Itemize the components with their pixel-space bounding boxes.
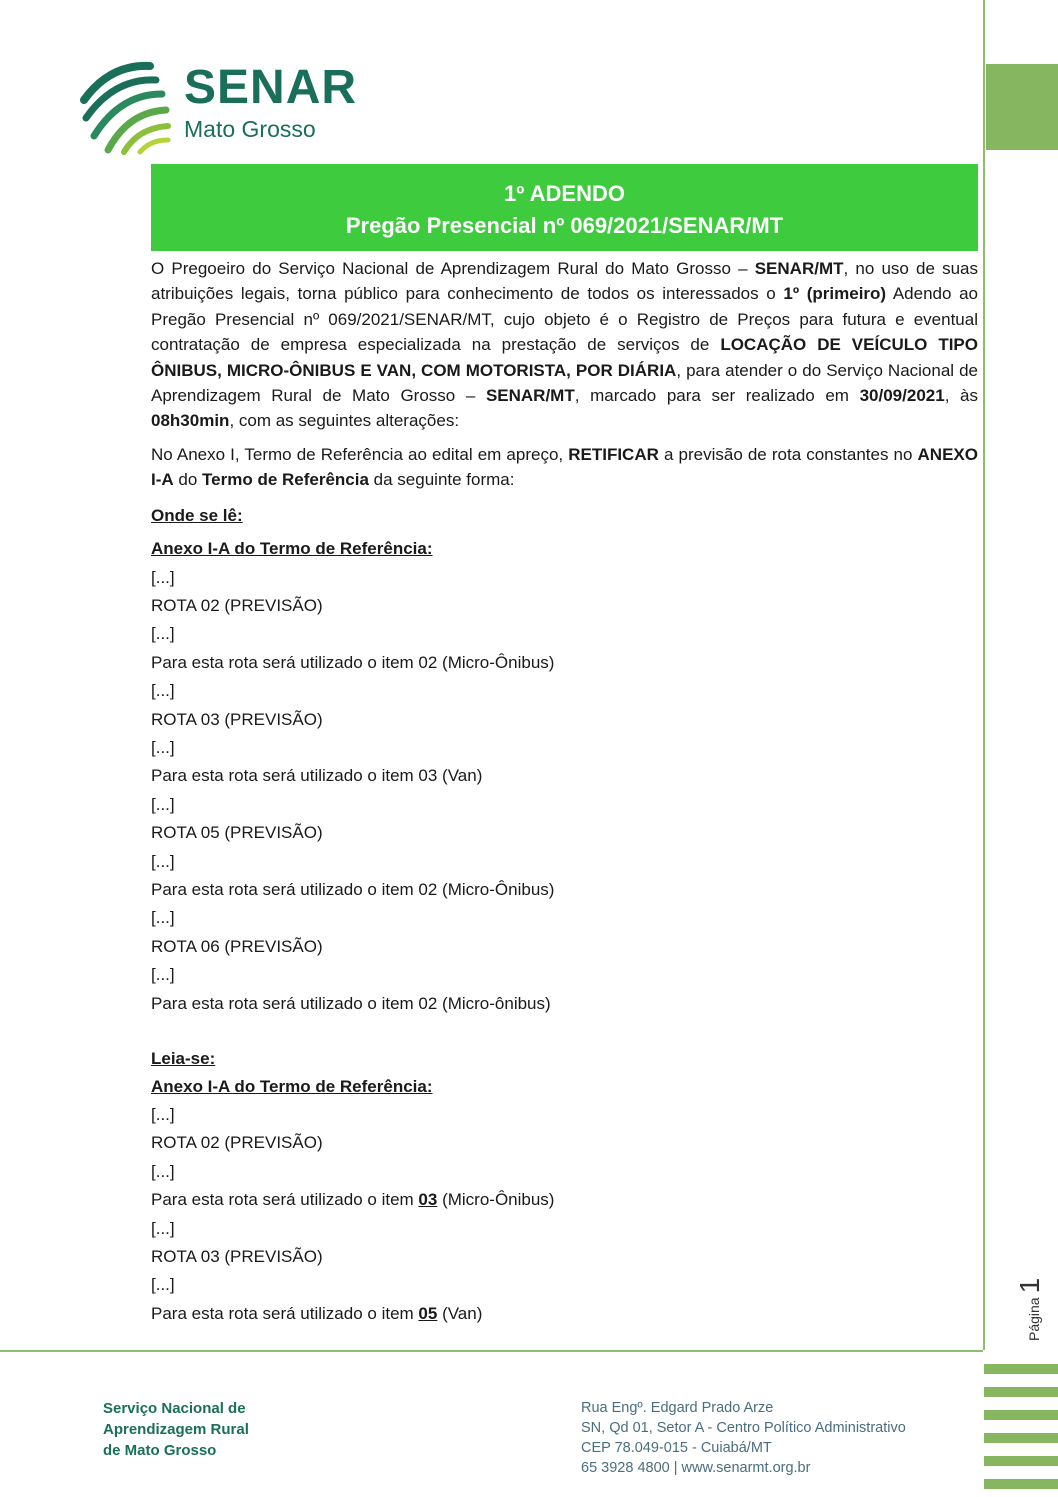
onde-line: [...]	[151, 965, 175, 985]
footer-stripes	[984, 1352, 1058, 1497]
leia-line-text: (Van)	[437, 1303, 483, 1323]
second-bold: RETIFICAR	[568, 444, 659, 464]
stripe	[984, 1410, 1058, 1420]
footer-org-line: de Mato Grosso	[103, 1442, 217, 1459]
leia-heading: Leia-se:	[151, 1049, 216, 1068]
leia-line-text: Para esta rota será utilizado o item	[151, 1303, 419, 1323]
senar-logo	[80, 60, 370, 155]
onde-line: Para esta rota será utilizado o item 03 (Van)	[151, 766, 483, 786]
onde-line: [...]	[151, 794, 175, 814]
intro-bold: 08h30min	[151, 411, 230, 431]
intro-text: , marcado para ser realizado em	[574, 386, 860, 406]
right-border-line	[983, 0, 985, 1350]
onde-lines	[151, 564, 978, 1018]
right-accent-block	[986, 64, 1058, 150]
page-number-value: 1	[1014, 1277, 1045, 1294]
intro-text: O Pregoeiro do Serviço Nacional de Aprendizagem Rural do Mato Grosso –	[151, 259, 755, 278]
leia-line: ROTA 02 (PREVISÃO)	[151, 1133, 323, 1153]
onde-line: ROTA 03 (PREVISÃO)	[151, 709, 323, 729]
onde-line: Para esta rota será utilizado o item 02 (Micro-ônibus)	[151, 993, 551, 1013]
onde-line: [...]	[151, 738, 175, 757]
page-number	[996, 1245, 1056, 1355]
onde-line: ROTA 02 (PREVISÃO)	[151, 596, 323, 616]
onde-line: [...]	[151, 908, 175, 928]
footer-organization	[103, 1398, 249, 1461]
leia-line: [...]	[151, 1218, 175, 1238]
banner-subtitle: Pregão Presencial nº 069/2021/SENAR/MT	[345, 213, 784, 238]
footer-org-line: Aprendizagem Rural	[103, 1421, 249, 1438]
onde-line: [...]	[151, 567, 175, 587]
intro-text: , para atender o do Serviço Nacional de Aprendizagem Rural de Mato Grosso –	[151, 360, 978, 406]
second-text: No Anexo I, Termo de Referência ao edital em apreço,	[151, 444, 569, 464]
intro-bold: LOCAÇÃO DE VEÍCULO TIPO ÔNIBUS, MICRO-ÔNIBUS E VAN, COM MOTORISTA, POR DIÁRIA	[151, 335, 978, 380]
onde-line: [...]	[151, 624, 175, 644]
second-text: da seguinte forma:	[368, 470, 515, 490]
intro-text: , com as seguintes alterações:	[229, 411, 460, 431]
senar-leaf-icon	[80, 60, 180, 155]
footer-contact-line: 65 3928 4800 | www.senarmt.org.br	[581, 1460, 811, 1476]
second-text: do	[173, 470, 203, 490]
footer-org-line: Serviço Nacional de	[103, 1400, 246, 1417]
footer-address-line: Rua Engº. Edgard Prado Arze	[581, 1400, 774, 1416]
leia-line: [...]	[151, 1105, 175, 1124]
footer-address	[581, 1398, 906, 1478]
leia-item-number: 03	[418, 1190, 438, 1210]
onde-line: ROTA 06 (PREVISÃO)	[151, 936, 323, 956]
onde-subheading: Anexo I-A do Termo de Referência:	[151, 538, 433, 558]
stripe	[984, 1433, 1058, 1443]
rectification-paragraph	[151, 442, 978, 493]
page-number-rotated	[1014, 1278, 1046, 1341]
intro-bold: SENAR/MT	[485, 386, 575, 406]
onde-line: [...]	[151, 681, 175, 701]
second-bold: ANEXO I-A	[151, 444, 978, 490]
leia-line: [...]	[151, 1275, 175, 1295]
leia-section	[151, 1045, 978, 1328]
intro-bold: SENAR/MT	[754, 259, 844, 278]
intro-paragraph	[151, 256, 978, 434]
onde-line: Para esta rota será utilizado o item 02 (Micro-Ônibus)	[151, 652, 555, 672]
onde-line: ROTA 05 (PREVISÃO)	[151, 823, 323, 843]
leia-item-number: 05	[418, 1303, 438, 1323]
title-banner	[151, 164, 978, 251]
banner-title: 1º ADENDO	[504, 181, 625, 206]
footer-divider	[0, 1350, 983, 1352]
page-label: Página	[1026, 1297, 1042, 1341]
intro-bold: 1º (primeiro)	[783, 284, 887, 304]
stripe	[984, 1456, 1058, 1466]
onde-line: [...]	[151, 851, 175, 871]
intro-text: , às	[944, 386, 978, 406]
leia-line-text: Para esta rota será utilizado o item	[151, 1190, 419, 1210]
leia-subheading: Anexo I-A do Termo de Referência:	[151, 1077, 433, 1096]
footer-address-line: SN, Qd 01, Setor A - Centro Político Administrativo	[581, 1420, 906, 1436]
stripe	[984, 1387, 1058, 1397]
intro-text: Adendo ao Pregão Presencial nº 069/2021/SENAR/MT, cujo objeto é o Registro de Preços para futura e eventual contratação de empresa especializada na prestação de serviços de	[151, 284, 979, 355]
onde-line: Para esta rota será utilizado o item 02 (Micro-Ônibus)	[151, 879, 555, 899]
intro-bold: 30/09/2021	[859, 386, 945, 406]
leia-line: ROTA 03 (PREVISÃO)	[151, 1246, 323, 1266]
footer-address-line: CEP 78.049-015 - Cuiabá/MT	[581, 1440, 772, 1456]
stripe	[984, 1479, 1058, 1489]
logo-subtitle: Mato Grosso	[184, 116, 316, 142]
leia-line-text: (Micro-Ônibus)	[437, 1190, 555, 1210]
document-body	[151, 256, 978, 1018]
intro-text: , no uso de suas atribuições legais, torna público para conhecimento de todos os interessados o	[151, 259, 978, 304]
leia-line: [...]	[151, 1161, 175, 1181]
second-text: a previsão de rota constantes no	[658, 444, 918, 464]
second-bold: Termo de Referência	[202, 470, 369, 490]
leia-line	[151, 1300, 978, 1328]
onde-heading: Onde se lê:	[151, 505, 243, 525]
stripe	[984, 1364, 1058, 1374]
leia-line	[151, 1186, 978, 1214]
logo-title: SENAR	[184, 61, 358, 114]
